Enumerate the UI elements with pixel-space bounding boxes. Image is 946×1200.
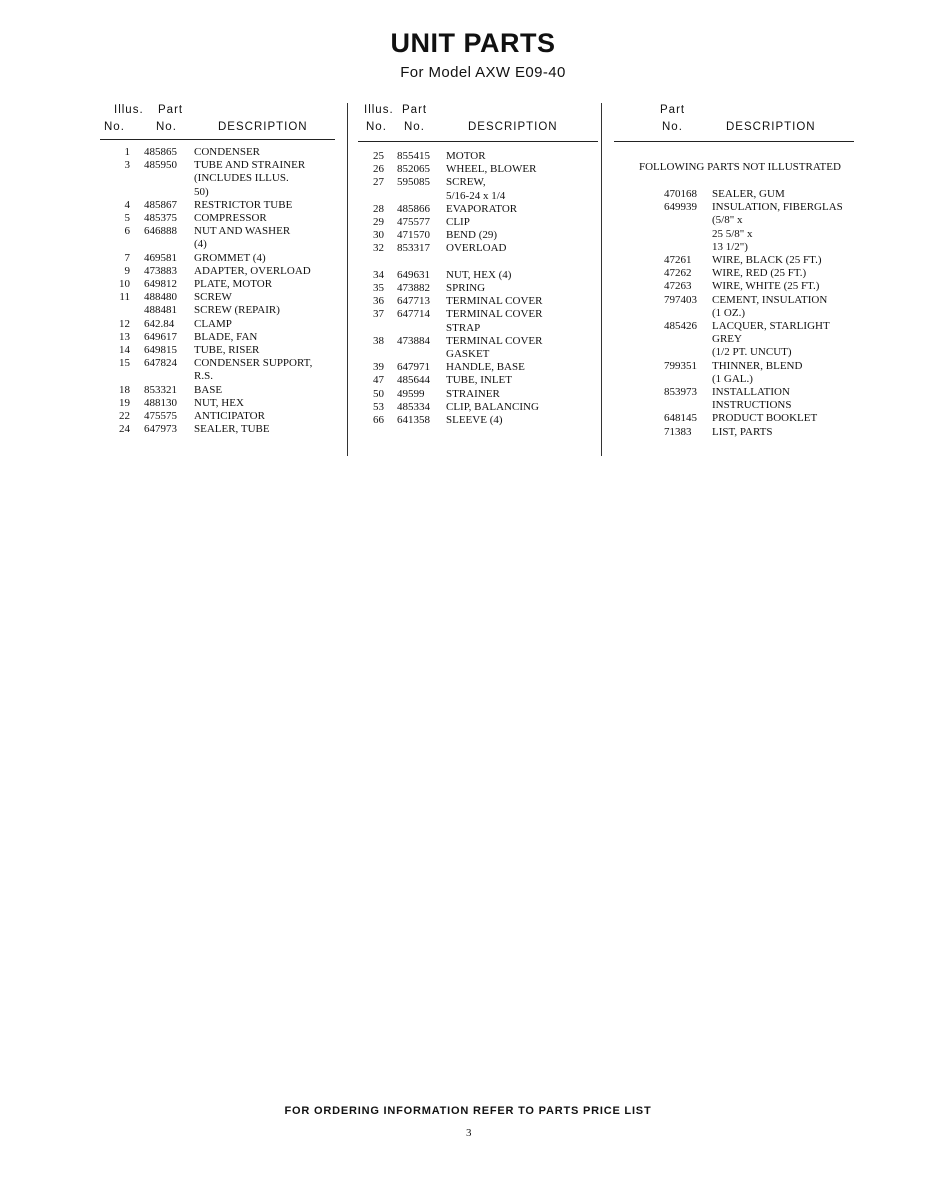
illus-number: 32 (373, 242, 384, 255)
table-row (358, 308, 598, 321)
table-row (358, 216, 598, 229)
part-number: 647973 (144, 423, 177, 436)
illus-number: 26 (373, 163, 384, 176)
table-row (614, 280, 854, 293)
table-row (358, 256, 598, 269)
table-row (358, 203, 598, 216)
part-number: 485866 (397, 202, 430, 215)
header-description: DESCRIPTION (726, 121, 816, 133)
table-row (358, 414, 598, 427)
part-description: NUT, HEX (4) (446, 268, 512, 281)
part-number: 485950 (144, 159, 177, 172)
part-number: 485426 (664, 320, 697, 332)
part-number: 488130 (144, 396, 177, 409)
part-description: ADAPTER, OVERLOAD (194, 264, 311, 277)
table-row (100, 146, 335, 159)
illus-number: 27 (373, 176, 384, 189)
illus-number: 9 (124, 264, 130, 277)
header-illus: Illus. (364, 104, 394, 116)
header-illus-no: No. (104, 121, 125, 133)
part-description: CLIP (446, 216, 470, 228)
illus-number: 13 (119, 330, 130, 343)
part-number: 647713 (397, 295, 430, 308)
illus-number: 28 (373, 202, 384, 215)
parts-column-2 (358, 100, 598, 426)
header-rule (614, 141, 854, 142)
part-number: 647714 (397, 308, 430, 321)
part-description: 25 5/8" x (712, 227, 753, 240)
part-number: 855415 (397, 150, 430, 162)
column-header (614, 100, 854, 142)
table-row (358, 295, 598, 308)
part-number: 47261 (664, 254, 692, 266)
part-description: SEALER, GUM (712, 188, 785, 200)
part-description: INSTALLATION (712, 386, 790, 398)
illus-number: 12 (119, 317, 130, 330)
part-description: LACQUER, STARLIGHT (712, 320, 830, 332)
table-row (358, 229, 598, 242)
part-number: 649812 (144, 278, 177, 290)
note-text: FOLLOWING PARTS NOT ILLUSTRATED (639, 161, 841, 173)
part-number: 488480 (144, 291, 177, 304)
part-description: OVERLOAD (446, 242, 507, 255)
table-row (358, 335, 598, 348)
header-rule (358, 141, 598, 142)
part-description: LIST, PARTS (712, 425, 773, 438)
table-row (358, 269, 598, 282)
part-description: GROMMET (4) (194, 251, 266, 264)
part-number: 473884 (397, 334, 430, 347)
part-number: 797403 (664, 293, 697, 306)
column-header (358, 100, 598, 142)
part-description: TUBE, RISER (194, 344, 260, 356)
part-number: 595085 (397, 176, 430, 189)
part-number: 470168 (664, 188, 697, 200)
illus-number: 11 (119, 291, 130, 304)
part-number: 646888 (144, 225, 177, 238)
illus-number: 22 (119, 410, 130, 422)
part-description: NUT, HEX (194, 396, 244, 409)
header-part: Part (158, 104, 184, 116)
illus-number: 3 (124, 159, 130, 172)
header-part: Part (660, 104, 686, 116)
part-description: 5/16-24 x 1/4 (446, 189, 506, 202)
part-description: STRAP (446, 321, 481, 334)
table-row (100, 199, 335, 212)
part-description: CONDENSER SUPPORT, (194, 357, 313, 370)
part-description: WIRE, RED (25 FT.) (712, 267, 807, 280)
parts-column-3 (614, 100, 854, 438)
illus-number: 18 (119, 383, 130, 396)
part-number: 469581 (144, 251, 177, 264)
part-number: 473882 (397, 282, 430, 294)
table-row (358, 374, 598, 387)
part-number: 852065 (397, 163, 430, 176)
part-description: CLAMP (194, 317, 232, 330)
model-subtitle: For Model AXW E09-40 (400, 64, 566, 81)
illus-number: 35 (373, 282, 384, 294)
part-description: EVAPORATOR (446, 202, 518, 215)
illus-number: 15 (119, 357, 130, 370)
part-description: INSTRUCTIONS (712, 399, 792, 412)
part-description: SCREW (REPAIR) (194, 304, 280, 317)
part-number: 488481 (144, 304, 177, 317)
part-description: BEND (29) (446, 229, 498, 242)
illus-number: 53 (373, 400, 384, 413)
part-number: 47263 (664, 280, 692, 293)
part-description: THINNER, BLEND (712, 359, 803, 372)
illus-number: 5 (124, 212, 130, 224)
part-description: 50) (194, 185, 209, 198)
part-number: 649617 (144, 330, 177, 343)
header-description: DESCRIPTION (468, 121, 558, 133)
table-row (100, 238, 335, 251)
column-divider (601, 103, 602, 456)
part-description: (1/2 PT. UNCUT) (712, 346, 792, 359)
part-description: TERMINAL COVER (446, 295, 543, 308)
illus-number: 37 (373, 308, 384, 321)
header-part-no: No. (156, 121, 177, 133)
table-row (358, 242, 598, 255)
ordering-note: FOR ORDERING INFORMATION REFER TO PARTS PRICE LIST (284, 1105, 652, 1117)
part-number: 485644 (397, 374, 430, 387)
part-number: 485375 (144, 212, 177, 224)
table-row (358, 348, 598, 361)
not-illustrated-note (639, 161, 869, 174)
table-row (614, 267, 854, 280)
part-number: 49599 (397, 387, 425, 400)
part-description: INSULATION, FIBERGLAS (712, 201, 843, 214)
part-description: CLIP, BALANCING (446, 400, 539, 413)
part-description: PRODUCT BOOKLET (712, 412, 818, 425)
table-row (100, 252, 335, 265)
part-number: 485865 (144, 146, 177, 158)
table-row (100, 225, 335, 238)
table-row (100, 265, 335, 278)
table-row (100, 212, 335, 225)
part-description: STRAINER (446, 387, 500, 400)
table-row (358, 190, 598, 203)
table-row (100, 172, 335, 185)
illus-number: 50 (373, 387, 384, 400)
part-description: WIRE, WHITE (25 FT.) (712, 280, 820, 293)
table-row (614, 360, 854, 373)
table-row (358, 150, 598, 163)
part-description: SLEEVE (4) (446, 414, 503, 426)
part-number: 473883 (144, 264, 177, 277)
part-number: 853321 (144, 383, 177, 396)
table-row (614, 333, 854, 346)
table-row (100, 397, 335, 410)
table-row (100, 423, 335, 436)
illus-number: 66 (373, 414, 384, 426)
part-description: 13 1/2") (712, 240, 748, 253)
table-row (100, 331, 335, 344)
part-description: CEMENT, INSULATION (712, 293, 828, 306)
header-illus: Illus. (114, 104, 144, 116)
part-number: 649939 (664, 201, 697, 214)
table-row (614, 214, 854, 227)
part-number: 799351 (664, 359, 697, 372)
table-row (614, 399, 854, 412)
part-description: WHEEL, BLOWER (446, 163, 537, 176)
part-description: GREY (712, 333, 742, 346)
part-description: HANDLE, BASE (446, 361, 525, 374)
part-number: 475575 (144, 410, 177, 422)
part-description: COMPRESSOR (194, 212, 267, 224)
illus-number: 39 (373, 361, 384, 374)
table-row (614, 320, 854, 333)
part-number: 485334 (397, 400, 430, 413)
part-number: 471570 (397, 229, 430, 242)
part-number: 641358 (397, 414, 430, 426)
part-number: 647971 (397, 361, 430, 374)
table-row (614, 373, 854, 386)
part-description: BASE (194, 383, 223, 396)
illus-number: 10 (119, 278, 130, 290)
part-number: 853317 (397, 242, 430, 255)
column-header (100, 100, 335, 142)
table-row (100, 291, 335, 304)
part-description: CONDENSER (194, 146, 261, 158)
header-part-no: No. (662, 121, 683, 133)
part-number: 649631 (397, 268, 430, 281)
page-number: 3 (466, 1127, 472, 1139)
illus-number: 14 (119, 344, 130, 356)
illus-number: 29 (373, 216, 384, 228)
illus-number: 34 (373, 268, 384, 281)
part-description: TUBE AND STRAINER (194, 159, 306, 172)
table-row (100, 370, 335, 383)
part-number: 642.84 (144, 317, 175, 330)
part-description: WIRE, BLACK (25 FT.) (712, 254, 822, 266)
table-row (358, 282, 598, 295)
table-row (614, 228, 854, 241)
table-row (100, 357, 335, 370)
table-row (614, 412, 854, 425)
part-description: (1 OZ.) (712, 306, 745, 319)
table-row (358, 361, 598, 374)
part-description: TERMINAL COVER (446, 308, 543, 321)
part-description: (4) (194, 238, 207, 251)
part-description: (1 GAL.) (712, 372, 753, 385)
part-description: ANTICIPATOR (194, 410, 265, 422)
part-description: MOTOR (446, 150, 486, 162)
part-description: SCREW, (446, 176, 486, 189)
part-number: 47262 (664, 267, 692, 280)
illus-number: 30 (373, 229, 384, 242)
table-row (614, 426, 854, 439)
part-number: 648145 (664, 412, 697, 425)
header-illus-no: No. (366, 121, 387, 133)
part-description: GASKET (446, 348, 490, 360)
table-row (358, 388, 598, 401)
part-number: 853973 (664, 386, 697, 398)
table-row (614, 241, 854, 254)
part-description: RESTRICTOR TUBE (194, 198, 293, 211)
part-description: PLATE, MOTOR (194, 278, 273, 290)
table-row (100, 304, 335, 317)
table-row (100, 186, 335, 199)
table-row (100, 159, 335, 172)
part-description: TERMINAL COVER (446, 334, 543, 347)
column-divider (347, 103, 348, 456)
table-row (358, 163, 598, 176)
illus-number: 47 (373, 374, 384, 387)
header-description: DESCRIPTION (218, 121, 308, 133)
illus-number: 36 (373, 295, 384, 308)
illus-number: 38 (373, 334, 384, 347)
table-row (614, 386, 854, 399)
illus-number: 6 (124, 225, 130, 238)
part-description: R.S. (194, 370, 213, 383)
table-row (100, 278, 335, 291)
table-row (614, 346, 854, 359)
illus-number: 1 (124, 146, 130, 158)
table-row (358, 322, 598, 335)
part-number: 71383 (664, 425, 692, 438)
illus-number: 7 (124, 251, 130, 264)
part-description: NUT AND WASHER (194, 225, 291, 238)
table-row (358, 176, 598, 189)
part-number: 647824 (144, 357, 177, 370)
parts-column-1 (100, 100, 335, 436)
part-description: TUBE, INLET (446, 374, 512, 387)
part-description: SEALER, TUBE (194, 423, 270, 436)
part-description: (INCLUDES ILLUS. (194, 172, 289, 185)
part-number: 475577 (397, 216, 430, 228)
part-description: SCREW (194, 291, 232, 304)
table-row (358, 401, 598, 414)
part-description: (5/8" x (712, 214, 743, 227)
part-description: BLADE, FAN (194, 330, 258, 343)
table-row (100, 318, 335, 331)
table-row (614, 201, 854, 214)
table-row (100, 410, 335, 423)
table-row (100, 344, 335, 357)
illus-number: 25 (373, 150, 384, 162)
part-number: 649815 (144, 344, 177, 356)
table-row (614, 307, 854, 320)
illus-number: 4 (124, 198, 130, 211)
illus-number: 19 (119, 396, 130, 409)
header-rule (100, 139, 335, 140)
page-title: UNIT PARTS (390, 28, 556, 58)
table-row (614, 294, 854, 307)
header-part: Part (402, 104, 428, 116)
illus-number: 24 (119, 423, 130, 436)
part-description: SPRING (446, 282, 486, 294)
table-row (100, 384, 335, 397)
part-number: 485867 (144, 198, 177, 211)
table-row (614, 188, 854, 201)
header-part-no: No. (404, 121, 425, 133)
table-row (614, 254, 854, 267)
